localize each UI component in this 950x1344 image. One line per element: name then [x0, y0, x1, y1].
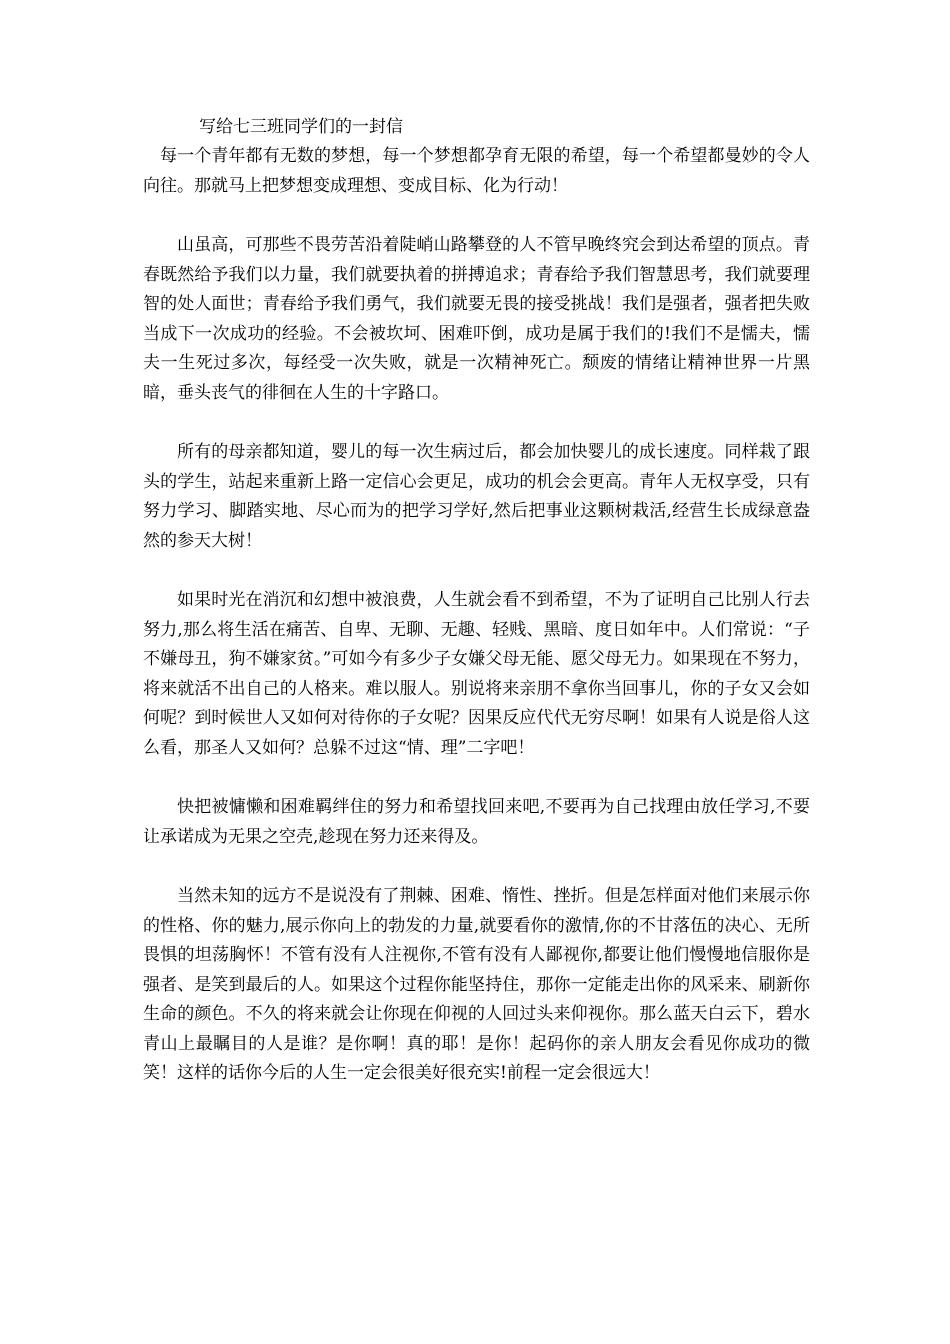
- paragraph-gap: [143, 201, 810, 231]
- paragraph-3: 所有的母亲都知道，婴儿的每一次生病过后，都会加快婴儿的成长速度。同样栽了跟头的学生，站起来重新上路一定信心会更足，成功的机会会更高。青年人无权享受，只有努力学习、脚踏实地、尽心而为的把学习学好,然后把事业这颗树栽活,经营生长成绿意盎然的参天大树！: [143, 442, 810, 551]
- letter-document: [143, 112, 810, 1089]
- paragraph-2: 山虽高，可那些不畏劳苦沿着陡峭山路攀登的人不管早晚终究会到达希望的顶点。青春既然给予我们以力量，我们就要执着的拼搏追求；青春给予我们智慧思考，我们就要理智的处人面世；青春给予我们勇气，我们就要无畏的接受挑战！我们是强者，强者把失败当成下一次成功的经验。不会被坎坷、困难吓倒，成功是属于我们的!我们不是懦夫，懦夫一生死过多次，每经受一次失败，就是一次精神死亡。颓废的情绪让精神世界一片黑暗，垂头丧气的徘徊在人生的十字路口。: [143, 235, 810, 403]
- letter-title: 写给七三班同学们的一封信: [199, 117, 403, 137]
- paragraph-gap: [143, 763, 810, 793]
- paragraph-gap: [143, 408, 810, 438]
- paragraph-gap: [143, 556, 810, 586]
- paragraph-6: 当然未知的远方不是说没有了荆棘、困难、惰性、挫折。但是怎样面对他们来展示你的性格、你的魅力,展示你向上的勃发的力量,就要看你的激情,你的不甘落伍的决心、无所畏惧的坦荡胸怀！不管有没有人注视你,不管有没有人鄙视你,都要让他们慢慢地信服你是强者、是笑到最后的人。如果这个过程你能坚持住，那你一定能走出你的风采来、刷新你生命的颜色。不久的将来就会让你现在仰视的人回过头来仰视你。那么蓝天白云下，碧水青山上最瞩目的人是谁？是你啊！真的耶！是你！起码你的亲人朋友会看见你成功的微笑！这样的话你今后的人生一定会很美好很充实!前程一定会很远大！: [143, 886, 810, 1083]
- paragraph-4: 如果时光在消沉和幻想中被浪费，人生就会看不到希望，不为了证明自己比别人行去努力,那么将生活在痛苦、自卑、无聊、无趣、轻贱、黑暗、度日如年中。人们常说：“子不嫌母丑，狗不嫌家贫。”可如今有多少子女嫌父母无能、愿父母无力。如果现在不努力，将来就活不出自己的人格来。难以服人。别说将来亲朋不拿你当回事儿，你的子女又会如何呢？到时候世人又如何对待你的子女呢？因果反应代代无穷尽啊！如果有人说是俗人这么看，那圣人又如何？总躲不过这“情、理”二字吧！: [143, 590, 810, 758]
- paragraph-gap: [143, 852, 810, 882]
- paragraph-1: 每一个青年都有无数的梦想，每一个梦想都孕育无限的希望，每一个希望都曼妙的令人向往。那就马上把梦想变成理想、变成目标、化为行动！: [143, 146, 810, 196]
- paragraph-5: 快把被慵懒和困难羁绊住的努力和希望找回来吧,不要再为自己找理由放任学习,不要让承诺成为无果之空壳,趁现在努力还来得及。: [143, 797, 810, 847]
